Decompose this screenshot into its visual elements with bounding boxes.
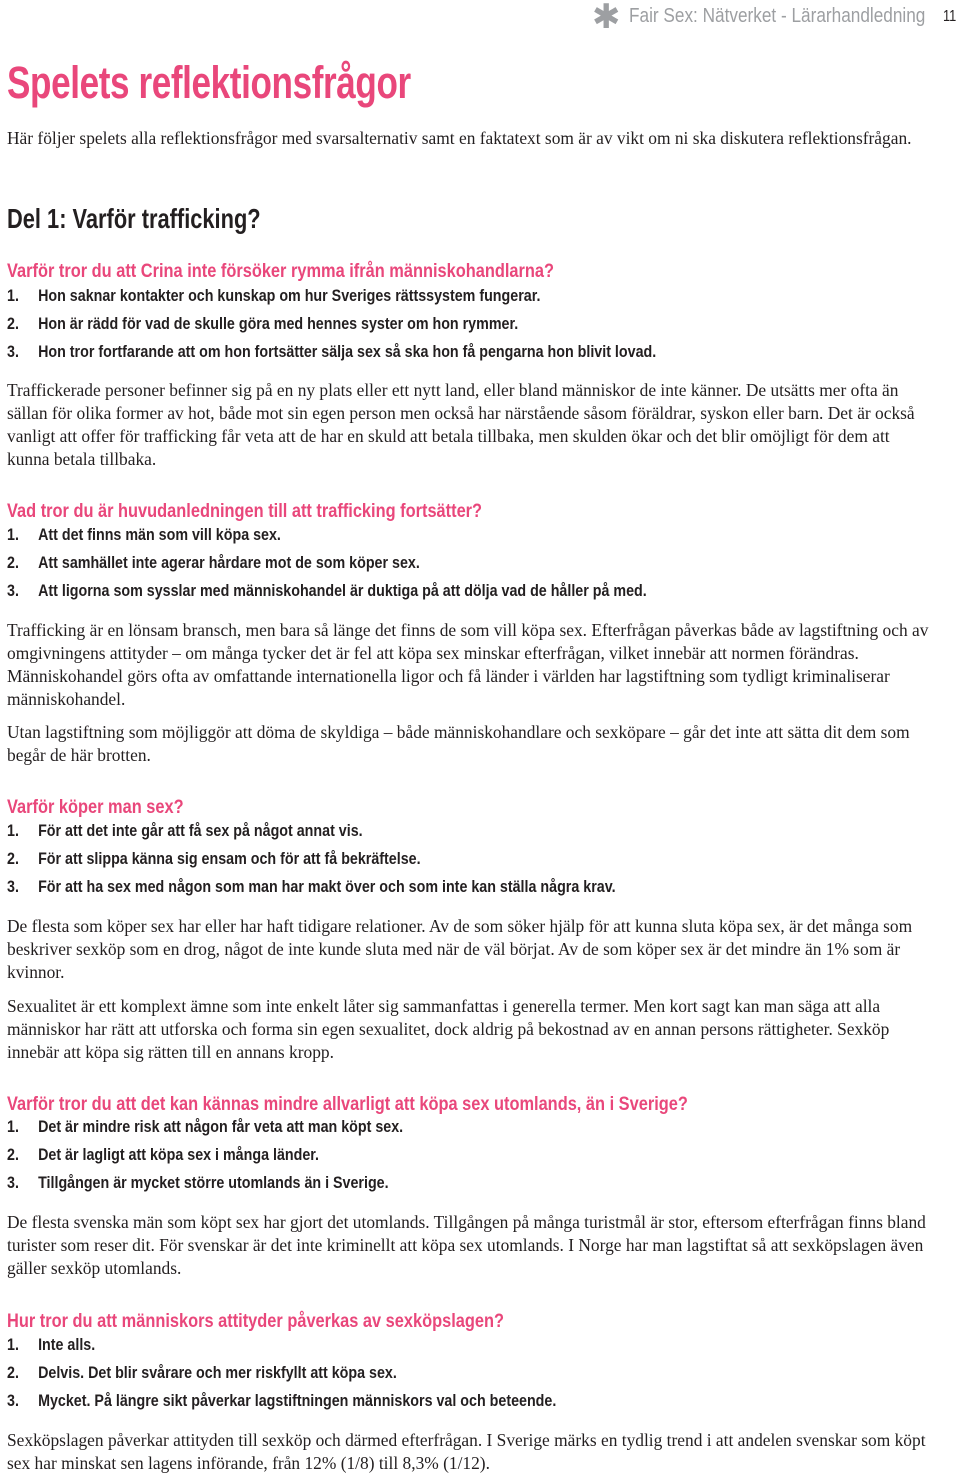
option-number: 2. [7, 849, 19, 868]
fact-paragraph: Utan lagstiftning som möjliggör att döma de skyldiga – både människohandlare och sexköpare – går det inte att sätta dit dem som begår de här brotten. [7, 722, 910, 765]
option-number: 1. [7, 1117, 19, 1136]
option-number: 1. [7, 286, 19, 305]
option-number: 1. [7, 821, 19, 840]
option-number: 3. [7, 877, 19, 896]
option-number: 3. [7, 342, 19, 361]
question-title: Varför tror du att det kan kännas mindre allvarligt att köpa sex utomlands, än i Sverige? [7, 1093, 688, 1115]
option-text: För att slippa känna sig ensam och för att få bekräftelse. [38, 849, 421, 868]
option-text: Hon tror fortfarande att om hon fortsätter sälja sex så ska hon få pengarna hon blivit lovad. [38, 342, 657, 361]
question-title: Vad tror du är huvudanledningen till att trafficking fortsätter? [7, 500, 483, 522]
option-text: Det är mindre risk att någon får veta att man köpt sex. [38, 1117, 404, 1136]
asterisk-icon: ✱ [592, 0, 621, 37]
option-text: Det är lagligt att köpa sex i många länder. [38, 1145, 320, 1164]
option-text: Delvis. Det blir svårare och mer riskfyllt att köpa sex. [38, 1363, 397, 1382]
option-number: 1. [7, 1335, 19, 1354]
section-title: Del 1: Varför trafficking? [7, 203, 261, 234]
answer-option [7, 848, 784, 870]
answer-option [7, 1116, 784, 1138]
option-text: Hon är rädd för vad de skulle göra med hennes syster om hon rymmer. [38, 314, 519, 333]
option-text: Hon saknar kontakter och kunskap om hur Sveriges rättssystem fungerar. [38, 286, 541, 305]
question-title: Hur tror du att människors attityder påverkas av sexköpslagen? [7, 1310, 505, 1332]
answer-option [7, 820, 784, 842]
answer-option [7, 1144, 784, 1166]
option-text: För att ha sex med någon som man har makt över och som inte kan ställa några krav. [38, 877, 616, 896]
option-number: 3. [7, 581, 19, 600]
option-number: 2. [7, 1145, 19, 1164]
option-text: Att samhället inte agerar hårdare mot de som köper sex. [38, 553, 420, 572]
answer-option [7, 524, 784, 546]
answer-option [7, 1390, 784, 1412]
answer-option [7, 552, 784, 574]
answer-option [7, 876, 784, 898]
answer-option [7, 1334, 784, 1356]
answer-option [7, 580, 784, 602]
option-number: 1. [7, 525, 19, 544]
option-text: Tillgången är mycket större utomlands än i Sverige. [38, 1173, 389, 1192]
answer-option [7, 313, 784, 335]
option-text: Att ligorna som sysslar med människohandel är duktiga på att dölja vad de håller på med. [38, 581, 647, 600]
option-number: 2. [7, 1363, 19, 1382]
question-title: Varför tror du att Crina inte försöker rymma ifrån människohandlarna? [7, 260, 555, 282]
fact-paragraph: Sexualitet är ett komplext ämne som inte enkelt låter sig sammanfattas i generella termer. Men kort sagt kan man säga att alla människor har rätt att utforska och forma sin egen sexualitet, dock aldrig på bekostnad av en annan persons rättigheter. Sexköp innebär att köpa sig rätten till en annans kropp. [7, 996, 890, 1062]
answer-option [7, 1172, 784, 1194]
option-text: Mycket. På längre sikt påverkar lagstiftningen människors val och beteende. [38, 1391, 557, 1410]
answer-option [7, 341, 784, 363]
fact-paragraph: Sexköpslagen påverkar attityden till sexköp och därmed efterfrågan. I Sverige märks en tydlig trend i att andelen svenskar som köpt sex har minskat sen lagens införande, från 12% (1/8) till 8,3% (1/12). [7, 1430, 926, 1473]
fact-paragraph: Trafficking är en lönsam bransch, men bara så länge det finns de som vill köpa sex. Efterfrågan påverkas både av lagstiftning och av omgivningens attityder – om många tycker det är fel att köpa sex minskar efterfrågan, vilket innebär att normen förändras. Människohandel görs ofta av omfattande internationella ligor och få länder i världen har lagstiftning som tydligt kriminaliserar människohandel. [7, 620, 929, 709]
fact-paragraph: Traffickerade personer befinner sig på en ny plats eller ett nytt land, eller bland människor de inte känner. De utsätts mer ofta än sällan för olika former av hot, både mot sin egen person men också har närstående såsom föräldrar, syskon eller barn. Det är också vanligt att offer för trafficking får veta att de har en skuld att betala tillbaka, men skulden ökar och det blir omöjligt för dem att kunna betala tillbaka. [7, 380, 915, 469]
page-title: Spelets reflektionsfrågor [7, 57, 411, 108]
question-title: Varför köper man sex? [7, 796, 184, 818]
option-number: 2. [7, 314, 19, 333]
intro-paragraph: Här följer spelets alla reflektionsfrågor med svarsalternativ samt en faktatext som är av vikt om ni ska diskutera reflektionsfrågan. [7, 128, 912, 148]
page-number: 11 [943, 8, 957, 25]
fact-paragraph: De flesta svenska män som köpt sex har gjort det utomlands. Tillgången på många turistmål är stor, eftersom efterfrågan finns bland turister som reser dit. För svenskar är det inte kriminellt att köpa sex utomlands. I Norge har man lagstiftat så att sexköpslagen även gäller sexköp utomlands. [7, 1212, 926, 1278]
fact-paragraph: De flesta som köper sex har eller har haft tidigare relationer. Av de som söker hjälp för att kunna sluta köpa sex, är det många som beskriver sexköp som en drog, något de inte kunde sluta med när de väl börjat. Av de som köper sex är det mindre än 1% som är kvinnor. [7, 916, 913, 982]
page-header [0, 0, 960, 36]
answer-option [7, 1362, 784, 1384]
option-number: 2. [7, 553, 19, 572]
option-number: 3. [7, 1391, 19, 1410]
option-text: Att det finns män som vill köpa sex. [38, 525, 281, 544]
option-text: Inte alls. [38, 1335, 96, 1354]
answer-option [7, 285, 784, 307]
option-text: För att det inte går att få sex på något annat vis. [38, 821, 363, 840]
running-title: Fair Sex: Nätverket - Lärarhandledning [629, 5, 926, 27]
option-number: 3. [7, 1173, 19, 1192]
